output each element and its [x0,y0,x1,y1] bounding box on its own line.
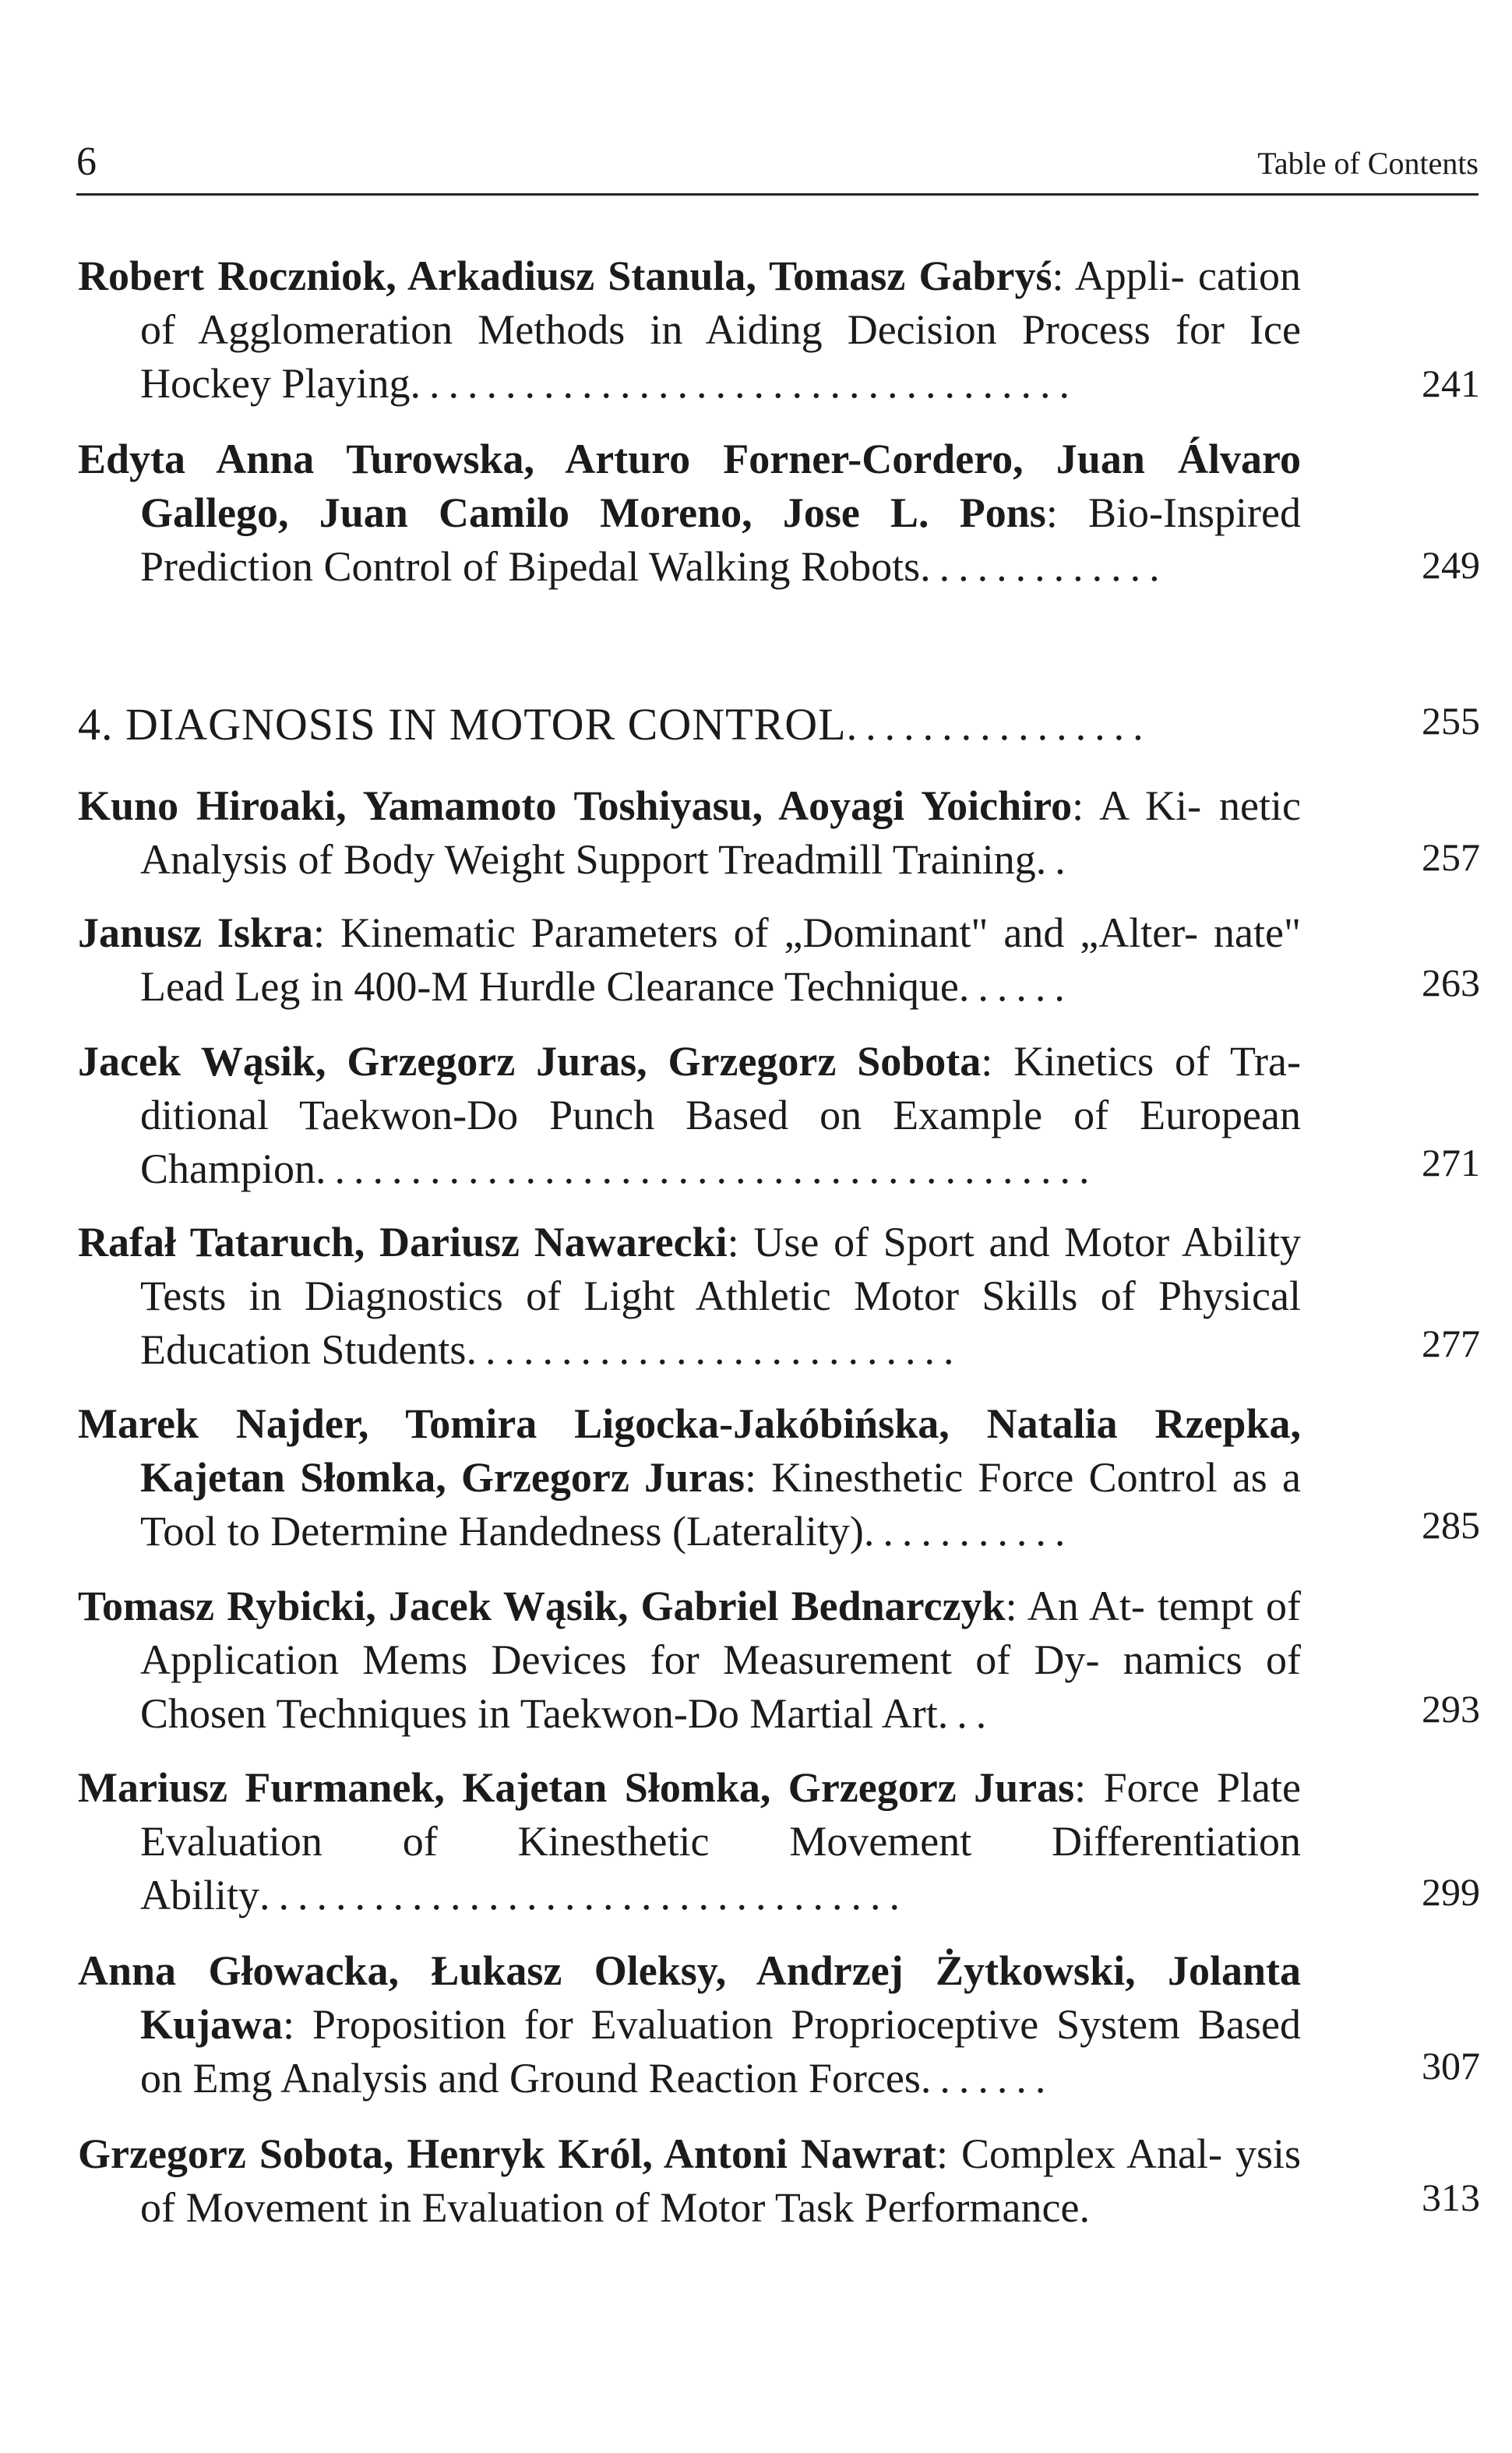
entry-title: Appli- cation of Agglomeration Methods in Aiding Decision Process for Ice Hockey Playing [140,252,1301,407]
toc-entry-text: Mariusz Furmanek, Kajetan Słomka, Grzegorz Juras: Force Plate Evaluation of Kinesthetic Movement Differentiation Ability.................................. [78,1764,1301,1918]
dot-leader: ....... [920,2055,1055,2102]
entry-title: Complex Anal- ysis of Movement in Evaluation of Motor Task Performance [140,2130,1301,2231]
page-header [76,139,1479,196]
toc-entry [78,1761,1480,1922]
toc-entry [78,2127,1480,2235]
entry-authors: Robert Roczniok, Arkadiusz Stanula, Tomasz Gabryś [78,252,1052,299]
toc-entry [78,906,1480,1014]
entry-title: An At- tempt of Application Mems Devices for Measurement of Dy- namics of Chosen Techniques in Taekwon-Do Martial Art [140,1583,1301,1737]
dot-leader: ................................... [410,360,1078,407]
section-title: 4. DIAGNOSIS IN MOTOR CONTROL [78,699,847,750]
entry-authors: Grzegorz Sobota, Henryk Król, Antoni Nawrat [78,2130,936,2177]
entry-page-number: 293 [1422,1687,1480,1731]
section-heading [78,697,1480,752]
entry-authors: Mariusz Furmanek, Kajetan Słomka, Grzegorz Juras [78,1764,1075,1811]
dot-leader: ................ [846,702,1152,749]
toc-entry-text: Kuno Hiroaki, Yamamoto Toshiyasu, Aoyagi Yoichiro: A Ki- netic Analysis of Body Weight Support Treadmill Training.. [78,782,1301,883]
dot-leader: ............. [920,543,1168,590]
entry-authors: Kuno Hiroaki, Yamamoto Toshiyasu, Aoyagi Yoichiro [78,782,1073,829]
dot-leader: .. [1035,836,1074,883]
entry-page-number: 249 [1422,543,1480,587]
toc-entry-text: Janusz Iskra: Kinematic Parameters of „Dominant" and „Alter- nate" Lead Leg in 400-M Hurdle Clearance Technique...... [78,909,1301,1010]
toc-entry [78,779,1480,887]
dot-leader: .................................. [259,1872,909,1918]
entry-page-number: 313 [1422,2176,1480,2219]
entry-title: Use of Sport and Motor Ability Tests in Diagnostics of Light Athletic Motor Skills of Physical Education Students [140,1219,1301,1373]
entry-title: Bio-Inspired Prediction Control of Bipedal Walking Robots [140,489,1301,590]
page-number: 6 [76,139,97,184]
running-head: Table of Contents [1257,146,1479,181]
entry-page-number: 285 [1422,1503,1480,1547]
toc-entry-text: Grzegorz Sobota, Henryk Król, Antoni Nawrat: Complex Anal- ysis of Movement in Evaluation of Motor Task Performance. [78,2130,1301,2231]
section-page-number: 255 [1422,699,1480,743]
entry-page-number: 241 [1422,362,1480,405]
dot-leader: ... [937,1690,996,1737]
dot-leader: . [1079,2184,1098,2231]
toc-entry-text: Marek Najder, Tomira Ligocka-Jakóbińska, Natalia Rzepka, Kajetan Słomka, Grzegorz Juras: Kinesthetic Force Control as a Tool to Determine Handedness (Laterality)........... [78,1400,1301,1555]
entry-title: Kinesthetic Force Control as a Tool to Determine Handedness (Laterality) [140,1454,1301,1555]
toc-entry [78,249,1480,411]
toc-entry [78,1035,1480,1196]
entry-authors: Edyta Anna Turowska, Arturo Forner-Cordero, Juan Álvaro Gallego, Juan Camilo Moreno, Jose L. Pons [78,436,1301,536]
entry-page-number: 307 [1422,2044,1480,2088]
toc-entry-text: Robert Roczniok, Arkadiusz Stanula, Tomasz Gabryś: Appli- cation of Agglomeration Methods in Aiding Decision Process for Ice Hockey Playing................................... [78,252,1301,407]
entry-page-number: 257 [1422,835,1480,879]
entry-authors: Tomasz Rybicki, Jacek Wąsik, Gabriel Bednarczyk [78,1583,1006,1629]
entry-title: Force Plate Evaluation of Kinesthetic Movement Differentiation Ability [140,1764,1301,1918]
entry-title: Kinetics of Tra- ditional Taekwon-Do Punch Based on Example of European Champion [140,1038,1301,1192]
entry-title: Kinematic Parameters of „Dominant" and „Alter- nate" Lead Leg in 400-M Hurdle Clearance Technique [140,909,1301,1010]
entry-page-number: 299 [1422,1870,1480,1914]
toc-entry-text: Edyta Anna Turowska, Arturo Forner-Cordero, Juan Álvaro Gallego, Juan Camilo Moreno, Jose L. Pons: Bio-Inspired Prediction Control of Bipedal Walking Robots............. [78,436,1301,590]
dot-leader: ........... [863,1508,1074,1555]
entry-authors: Jacek Wąsik, Grzegorz Juras, Grzegorz Sobota [78,1038,982,1085]
dot-leader: .......................... [466,1326,963,1373]
toc-entry [78,1579,1480,1741]
toc-entry [78,1216,1480,1377]
entry-authors: Marek Najder, Tomira Ligocka-Jakóbińska, Natalia Rzepka, Kajetan Słomka, Grzegorz Juras [78,1400,1301,1501]
entry-page-number: 277 [1422,1322,1480,1365]
toc-entry [78,432,1480,594]
toc-entry-text: Tomasz Rybicki, Jacek Wąsik, Gabriel Bednarczyk: An At- tempt of Application Mems Devices for Measurement of Dy- namics of Chosen Techniques in Taekwon-Do Martial Art... [78,1583,1301,1737]
entry-title: Proposition for Evaluation Proprioceptive System Based on Emg Analysis and Ground Reaction Forces [140,2001,1301,2102]
entry-authors: Anna Głowacka, Łukasz Oleksy, Andrzej Żytkowski, Jolanta Kujawa [78,1947,1301,2048]
toc-entry [78,1397,1480,1558]
entry-page-number: 263 [1422,961,1480,1004]
dot-leader: ......................................... [315,1145,1098,1192]
toc-entry-text: Jacek Wąsik, Grzegorz Juras, Grzegorz Sobota: Kinetics of Tra- ditional Taekwon-Do Punch Based on Example of European Champion......................................... [78,1038,1301,1192]
entry-authors: Rafał Tataruch, Dariusz Nawarecki [78,1219,728,1265]
toc-entry-text: Rafał Tataruch, Dariusz Nawarecki: Use of Sport and Motor Ability Tests in Diagnostics of Light Athletic Motor Skills of Physical Education Students.......................... [78,1219,1301,1373]
dot-leader: ...... [958,963,1073,1010]
toc-entry-text: Anna Głowacka, Łukasz Oleksy, Andrzej Żytkowski, Jolanta Kujawa: Proposition for Evaluation Proprioceptive System Based on Emg Analysis and Ground Reaction Forces....... [78,1947,1301,2102]
entry-authors: Janusz Iskra [78,909,313,956]
entry-page-number: 271 [1422,1141,1480,1184]
entry-title: A Ki- netic Analysis of Body Weight Support Treadmill Training [140,782,1301,883]
toc-entry [78,1944,1480,2105]
